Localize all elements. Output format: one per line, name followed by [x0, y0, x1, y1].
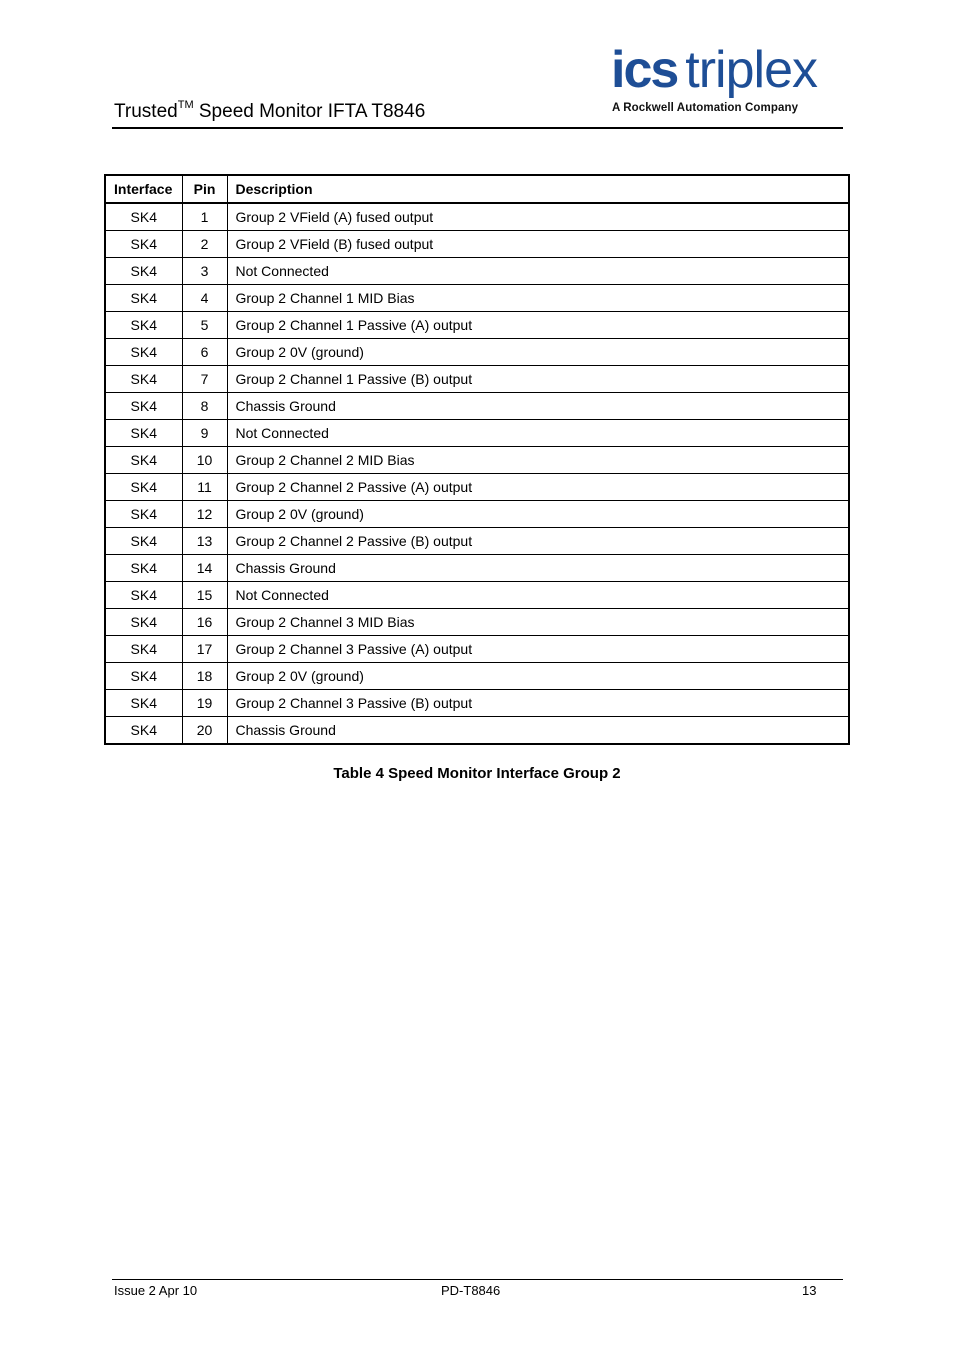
cell-interface: SK4: [105, 366, 182, 393]
pin-table: [104, 174, 850, 745]
cell-description: Group 2 Channel 2 Passive (A) output: [227, 474, 849, 501]
table-body: [105, 203, 849, 744]
cell-description: Chassis Ground: [227, 555, 849, 582]
table-row: [105, 636, 849, 663]
cell-interface: SK4: [105, 528, 182, 555]
table-row: [105, 285, 849, 312]
cell-interface: SK4: [105, 690, 182, 717]
table-row: [105, 231, 849, 258]
footer-issue: Issue 2 Apr 10: [114, 1283, 198, 1298]
cell-description: Chassis Ground: [227, 717, 849, 745]
cell-interface: SK4: [105, 501, 182, 528]
cell-interface: SK4: [105, 258, 182, 285]
cell-interface: SK4: [105, 555, 182, 582]
cell-pin: 2: [182, 231, 227, 258]
cell-pin: 19: [182, 690, 227, 717]
cell-interface: SK4: [105, 231, 182, 258]
cell-interface: SK4: [105, 474, 182, 501]
page-header-title: [114, 100, 425, 124]
table-row: [105, 366, 849, 393]
table-row: [105, 420, 849, 447]
cell-pin: 1: [182, 203, 227, 231]
cell-description: Group 2 VField (A) fused output: [227, 203, 849, 231]
cell-description: Group 2 VField (B) fused output: [227, 231, 849, 258]
header-divider: [112, 127, 843, 129]
cell-pin: 13: [182, 528, 227, 555]
cell-interface: SK4: [105, 312, 182, 339]
cell-description: Group 2 Channel 3 MID Bias: [227, 609, 849, 636]
table-row: [105, 717, 849, 745]
cell-interface: SK4: [105, 717, 182, 745]
cell-description: Group 2 Channel 3 Passive (B) output: [227, 690, 849, 717]
table-row: [105, 528, 849, 555]
table-row: [105, 555, 849, 582]
table-row: [105, 339, 849, 366]
trademark-superscript: TM: [177, 99, 194, 111]
cell-interface: SK4: [105, 636, 182, 663]
cell-pin: 9: [182, 420, 227, 447]
title-suffix: Speed Monitor IFTA T8846: [193, 101, 426, 122]
cell-description: Chassis Ground: [227, 393, 849, 420]
table-row: [105, 203, 849, 231]
cell-description: Group 2 Channel 1 Passive (A) output: [227, 312, 849, 339]
cell-description: Not Connected: [227, 420, 849, 447]
cell-description: Group 2 0V (ground): [227, 663, 849, 690]
column-header-pin: Pin: [182, 175, 227, 203]
cell-pin: 17: [182, 636, 227, 663]
table-row: [105, 474, 849, 501]
cell-interface: SK4: [105, 285, 182, 312]
cell-description: Group 2 Channel 1 Passive (B) output: [227, 366, 849, 393]
company-logo: [608, 40, 844, 120]
table-row: [105, 663, 849, 690]
cell-pin: 12: [182, 501, 227, 528]
cell-pin: 14: [182, 555, 227, 582]
table-row: [105, 690, 849, 717]
column-header-interface: Interface: [105, 175, 182, 203]
table-row: [105, 258, 849, 285]
footer-doc-id: PD-T8846: [441, 1283, 501, 1298]
cell-pin: 8: [182, 393, 227, 420]
table-row: [105, 393, 849, 420]
cell-pin: 20: [182, 717, 227, 745]
cell-description: Group 2 Channel 2 Passive (B) output: [227, 528, 849, 555]
cell-description: Not Connected: [227, 258, 849, 285]
cell-interface: SK4: [105, 609, 182, 636]
cell-pin: 15: [182, 582, 227, 609]
cell-description: Group 2 Channel 1 MID Bias: [227, 285, 849, 312]
cell-interface: SK4: [105, 203, 182, 231]
cell-description: Group 2 0V (ground): [227, 339, 849, 366]
table-row: [105, 582, 849, 609]
title-prefix: Trusted: [114, 101, 178, 122]
cell-pin: 5: [182, 312, 227, 339]
logo-triplex: triplex: [685, 41, 818, 99]
cell-interface: SK4: [105, 447, 182, 474]
cell-description: Not Connected: [227, 582, 849, 609]
footer-page-number: 13: [802, 1283, 817, 1298]
cell-pin: 16: [182, 609, 227, 636]
cell-interface: SK4: [105, 663, 182, 690]
cell-description: Group 2 Channel 2 MID Bias: [227, 447, 849, 474]
footer-divider: [112, 1279, 843, 1280]
cell-pin: 6: [182, 339, 227, 366]
logo-ics: ics: [611, 41, 678, 99]
table-caption: Table 4 Speed Monitor Interface Group 2: [333, 765, 621, 782]
table-row: [105, 312, 849, 339]
cell-pin: 4: [182, 285, 227, 312]
logo-wordmark: [611, 40, 817, 100]
table-row: [105, 609, 849, 636]
cell-description: Group 2 Channel 3 Passive (A) output: [227, 636, 849, 663]
column-header-description: Description: [227, 175, 849, 203]
table-row: [105, 501, 849, 528]
cell-interface: SK4: [105, 582, 182, 609]
cell-pin: 10: [182, 447, 227, 474]
cell-pin: 3: [182, 258, 227, 285]
cell-interface: SK4: [105, 339, 182, 366]
logo-tagline: A Rockwell Automation Company: [612, 102, 799, 114]
cell-pin: 11: [182, 474, 227, 501]
table-row: [105, 447, 849, 474]
table-header-row: [105, 175, 849, 203]
cell-interface: SK4: [105, 393, 182, 420]
cell-description: Group 2 0V (ground): [227, 501, 849, 528]
cell-pin: 7: [182, 366, 227, 393]
cell-interface: SK4: [105, 420, 182, 447]
cell-pin: 18: [182, 663, 227, 690]
